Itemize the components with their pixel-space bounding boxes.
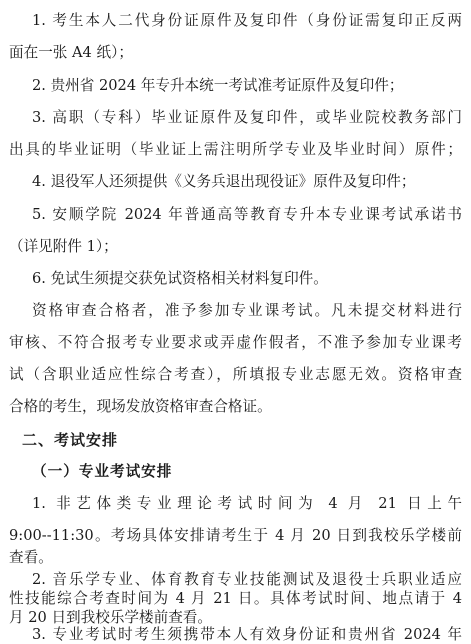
text-line: （详见附件 1）； — [9, 238, 118, 255]
subsection-heading: （一）专业考试安排 — [32, 463, 173, 480]
text-line: 出具的毕业证明（毕业证上需注明所学专业及毕业时间）原件； — [9, 141, 462, 158]
text-line: 试（含职业适应性综合考查），所填报专业志愿无效。资格审查 — [9, 366, 462, 383]
text-line: 查看。 — [9, 549, 53, 566]
text-line: 合格的考生，现场发放资格审查合格证。 — [9, 398, 272, 415]
text-line: 6. 免试生须提交获免试资格相关材料复印件。 — [32, 270, 328, 287]
text-line: 资格审查合格者，准予参加专业课考试。凡未提交材料进行 — [32, 302, 462, 319]
text-line: 3. 专业考试时考生须携带本人有效身份证和贵州省 2024 年 — [32, 626, 462, 643]
text-line: 1. 考生本人二代身份证原件及复印件（身份证需复印正反两 — [32, 12, 462, 29]
text-line: 2. 音乐学专业、体育教育专业技能测试及退役士兵职业适应 — [32, 571, 462, 588]
text-line: 3. 高职（专科）毕业证原件及复印件，或毕业院校教务部门 — [32, 109, 462, 126]
section-heading: 二、考试安排 — [22, 431, 119, 449]
text-line: 性技能综合考查时间为 4 月 21 日。具体考试时间、地点请于 4 — [9, 590, 462, 607]
text-line: 月 20 日到我校乐学楼前查看。 — [9, 609, 212, 626]
text-line: 审核、不符合报考专业要求或弄虚作假者，不准予参加专业课考 — [9, 334, 462, 351]
text-line: 1. 非艺体类专业理论考试时间为 4 月 21 日上午 — [32, 495, 462, 512]
text-line: 5. 安顺学院 2024 年普通高等教育专升本专业课考试承诺书 — [32, 206, 462, 223]
text-line: 2. 贵州省 2024 年专升本统一考试准考证原件及复印件； — [32, 77, 404, 94]
text-line: 9:00--11:30。考场具体安排请考生于 4 月 20 日到我校乐学楼前 — [9, 527, 462, 544]
text-line: 面在一张 A4 纸）； — [9, 44, 133, 61]
text-line: 4. 退役军人还须提供《义务兵退出现役证》原件及复印件； — [32, 173, 416, 190]
